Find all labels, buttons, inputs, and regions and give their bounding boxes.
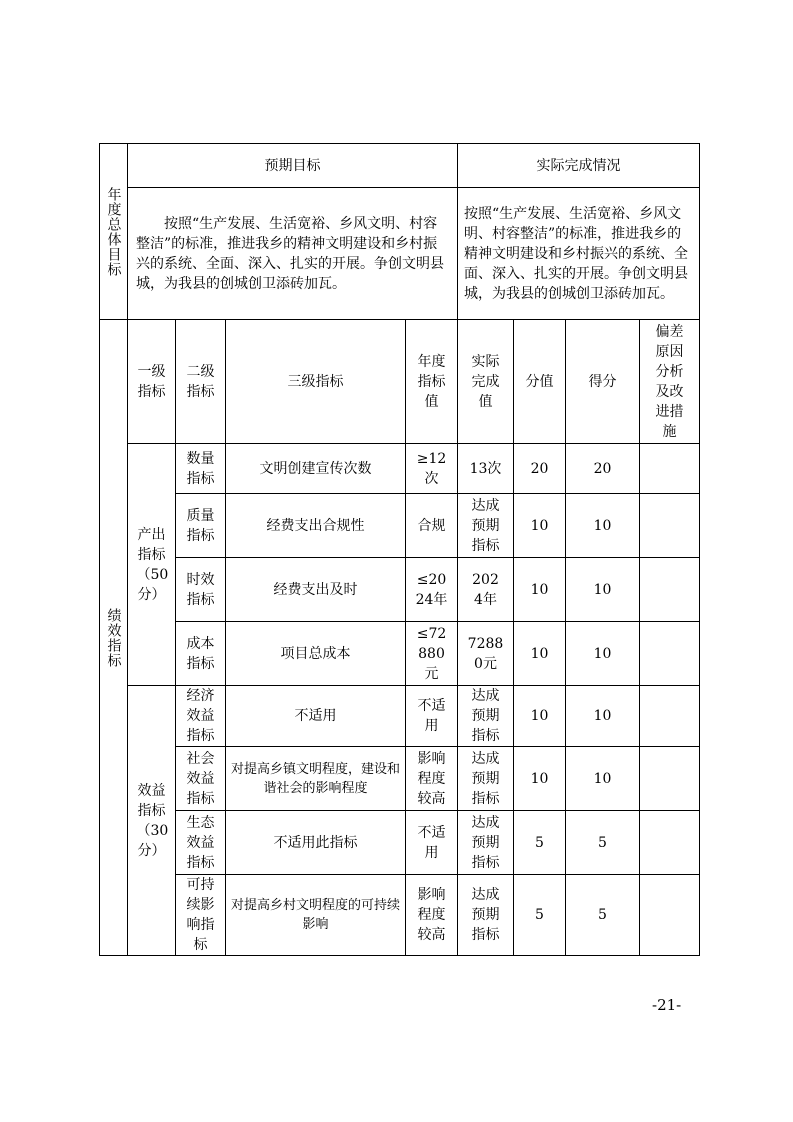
row-score: 10 bbox=[566, 494, 640, 558]
perf-section-label bbox=[100, 320, 128, 956]
row-l3: 经费支出合规性 bbox=[226, 494, 406, 558]
row-value: 10 bbox=[514, 747, 566, 811]
row-actual bbox=[458, 875, 514, 956]
row-actual-text: 达成预期指标 bbox=[471, 814, 500, 871]
row-score: 10 bbox=[566, 686, 640, 747]
row-deviation bbox=[640, 747, 700, 811]
row-l3: 对提高乡镇文明程度，建设和谐社会的影响程度 bbox=[226, 747, 406, 811]
row-l2 bbox=[176, 875, 226, 956]
row-l2-text: 质量指标 bbox=[186, 507, 215, 544]
row-annual-text: 不适用 bbox=[417, 698, 446, 734]
row-l2-text: 经济效益指标 bbox=[186, 688, 215, 744]
row-deviation bbox=[640, 686, 700, 747]
col-level2 bbox=[176, 320, 226, 444]
table-row bbox=[100, 686, 700, 747]
row-value: 5 bbox=[514, 875, 566, 956]
row-l2 bbox=[176, 622, 226, 686]
row-l3: 不适用此指标 bbox=[226, 811, 406, 875]
row-score: 5 bbox=[566, 875, 640, 956]
row-l3: 经费支出及时 bbox=[226, 558, 406, 622]
table-row bbox=[100, 875, 700, 956]
col-score: 得分 bbox=[566, 320, 640, 444]
table-row bbox=[100, 811, 700, 875]
col-annual bbox=[406, 320, 458, 444]
row-value: 10 bbox=[514, 494, 566, 558]
row-annual-text: 不适用 bbox=[417, 824, 446, 861]
col-actual-text: 实际完成值 bbox=[471, 353, 500, 410]
col-level1 bbox=[128, 320, 176, 444]
performance-table bbox=[99, 143, 700, 956]
row-annual bbox=[406, 811, 458, 875]
col-actual bbox=[458, 320, 514, 444]
col-level2-text: 二级指标 bbox=[186, 363, 215, 400]
row-l2 bbox=[176, 444, 226, 494]
row-l2-text: 生态效益指标 bbox=[186, 814, 215, 871]
row-l2-text: 可持续影响指标 bbox=[186, 877, 215, 953]
row-actual-text: 2024年 bbox=[472, 571, 499, 608]
row-l3: 对提高乡村文明程度的可持续影响 bbox=[226, 875, 406, 956]
row-deviation bbox=[640, 622, 700, 686]
expected-text: 按照“生产发展、生活宽裕、乡风文明、村容整洁”的标准，推进我乡的精神文明建设和乡村振兴的系统、全面、深入、扎实的开展。争创文明县城，为我县的创城创卫添砖加瓦。 bbox=[128, 188, 458, 320]
row-value: 10 bbox=[514, 686, 566, 747]
row-actual-text: 达成预期指标 bbox=[471, 750, 500, 807]
row-l3: 项目总成本 bbox=[226, 622, 406, 686]
row-annual-text: ≤72880元 bbox=[416, 625, 447, 682]
row-actual bbox=[458, 494, 514, 558]
row-l2-text: 数量指标 bbox=[186, 450, 215, 487]
row-l2 bbox=[176, 747, 226, 811]
row-actual-text: 达成预期指标 bbox=[471, 688, 500, 744]
goal-header-row bbox=[100, 144, 700, 188]
group-benefit-text: 效益指标（30分） bbox=[136, 782, 169, 859]
perf-section-text: 绩效指标 bbox=[105, 607, 122, 668]
row-value: 10 bbox=[514, 622, 566, 686]
row-value: 5 bbox=[514, 811, 566, 875]
row-l2-text: 时效指标 bbox=[186, 571, 215, 608]
table-row bbox=[100, 494, 700, 558]
table-row bbox=[100, 622, 700, 686]
row-actual-text: 达成预期指标 bbox=[471, 497, 500, 554]
row-score: 10 bbox=[566, 747, 640, 811]
row-actual: 13次 bbox=[458, 444, 514, 494]
row-annual-text: ≤2024年 bbox=[415, 571, 448, 608]
row-deviation bbox=[640, 444, 700, 494]
row-annual bbox=[406, 558, 458, 622]
col-annual-text: 年度指标值 bbox=[417, 353, 446, 410]
row-actual bbox=[458, 747, 514, 811]
row-actual bbox=[458, 622, 514, 686]
goal-section-text: 年度总体目标 bbox=[105, 186, 122, 277]
table-row bbox=[100, 747, 700, 811]
row-annual-text: ≥12次 bbox=[416, 450, 447, 487]
row-score: 10 bbox=[566, 622, 640, 686]
row-l3: 不适用 bbox=[226, 686, 406, 747]
expected-header: 预期目标 bbox=[128, 144, 458, 188]
row-deviation bbox=[640, 494, 700, 558]
row-value: 10 bbox=[514, 558, 566, 622]
col-deviation-text: 偏差原因分析及改进措施 bbox=[655, 323, 684, 440]
group-benefit bbox=[128, 686, 176, 956]
row-deviation bbox=[640, 811, 700, 875]
table-row bbox=[100, 558, 700, 622]
row-score: 10 bbox=[566, 558, 640, 622]
col-score-value: 分值 bbox=[514, 320, 566, 444]
row-actual bbox=[458, 558, 514, 622]
row-annual-text: 影响程度较高 bbox=[417, 750, 446, 807]
row-l3: 文明创建宣传次数 bbox=[226, 444, 406, 494]
actual-header: 实际完成情况 bbox=[458, 144, 700, 188]
column-header-row bbox=[100, 320, 700, 444]
row-l2 bbox=[176, 686, 226, 747]
goal-content-row bbox=[100, 188, 700, 320]
group-output-text: 产出指标（50分） bbox=[136, 526, 169, 603]
row-score: 20 bbox=[566, 444, 640, 494]
table-row bbox=[100, 444, 700, 494]
row-annual bbox=[406, 686, 458, 747]
col-level3: 三级指标 bbox=[226, 320, 406, 444]
row-value: 20 bbox=[514, 444, 566, 494]
row-annual bbox=[406, 747, 458, 811]
page-number: -21- bbox=[652, 996, 682, 1014]
col-deviation bbox=[640, 320, 700, 444]
row-annual bbox=[406, 444, 458, 494]
row-deviation bbox=[640, 875, 700, 956]
row-score: 5 bbox=[566, 811, 640, 875]
row-actual-text: 72880元 bbox=[467, 635, 504, 672]
row-l2-text: 社会效益指标 bbox=[186, 750, 215, 807]
row-l2 bbox=[176, 811, 226, 875]
col-level1-text: 一级指标 bbox=[137, 363, 166, 400]
row-l2 bbox=[176, 494, 226, 558]
row-l2 bbox=[176, 558, 226, 622]
row-l2-text: 成本指标 bbox=[186, 635, 215, 672]
row-annual-text: 影响程度较高 bbox=[417, 887, 446, 943]
row-annual: 合规 bbox=[406, 494, 458, 558]
goal-section-label bbox=[100, 144, 128, 320]
row-actual-text: 达成预期指标 bbox=[471, 887, 500, 943]
row-annual bbox=[406, 622, 458, 686]
row-annual bbox=[406, 875, 458, 956]
row-deviation bbox=[640, 558, 700, 622]
actual-text: 按照“生产发展、生活宽裕、乡风文明、村容整洁”的标准，推进我乡的精神文明建设和乡村振兴的系统、全面、深入、扎实的开展。争创文明县城，为我县的创城创卫添砖加瓦。 bbox=[458, 188, 700, 320]
row-actual bbox=[458, 686, 514, 747]
group-output bbox=[128, 444, 176, 686]
row-actual bbox=[458, 811, 514, 875]
